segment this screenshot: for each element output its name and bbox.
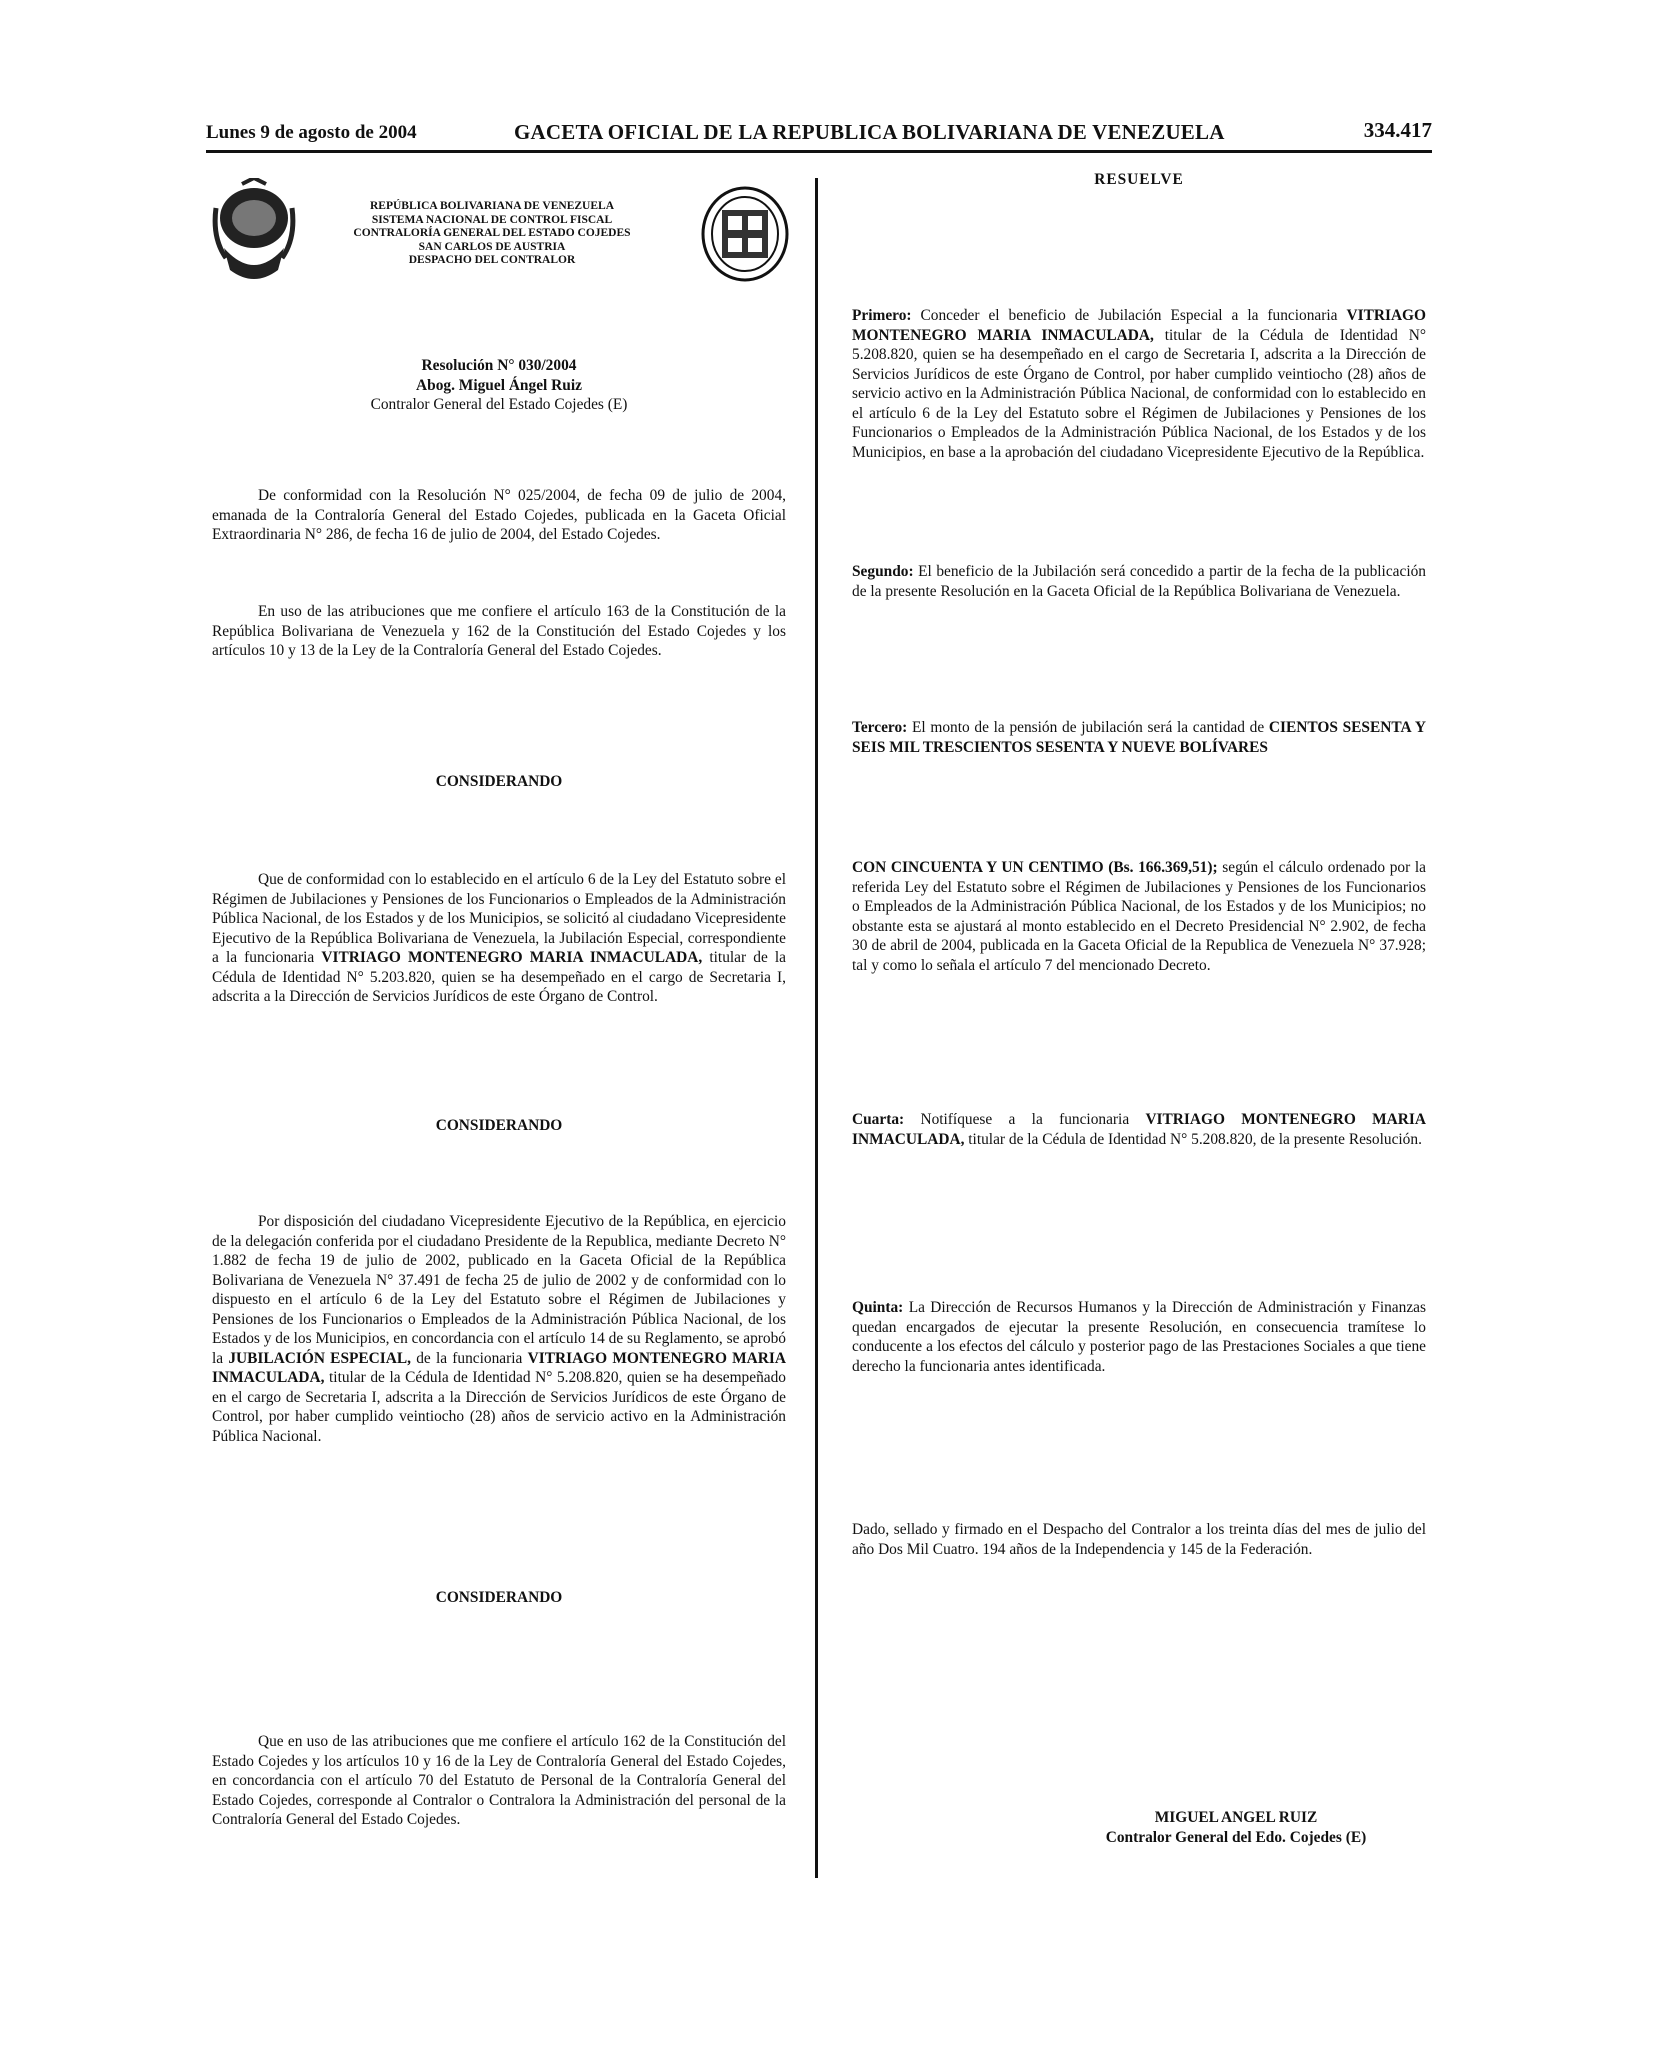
- coat-of-arms-icon: [212, 178, 296, 290]
- considerando-paragraph: Por disposición del ciudadano Vicepresidente Ejecutivo de la República, en ejercicio de la delegación conferida por el ciudadano Presidente de la Republica, mediante Decreto N° 1.882 de fecha 19 de julio de 2002, publicado en la Gaceta Oficial de la República Bolivariana de Venezuela N° 37.491 de fecha 25 de julio de 2002 y de conformidad con lo dispuesto en el artículo 6 de la Ley del Estatuto sobre el Régimen de Jubilaciones y Pensiones de los Funcionarios o Empleados de la Administración Pública Nacional, de los Estados y de los Municipios, en concordancia con el artículo 14 de su Reglamento, se aprobó la JUBILACIÓN ESPECIAL, de la funcionaria VITRIAGO MONTENEGRO MARIA INMACULADA, titular de la Cédula de Identidad N° 5.208.820, quien se ha desempeñado en el cargo de Secretaria I, adscrita a la Dirección de Servicios Jurídicos de este Órgano de Control, por haber cumplido veintiocho (28) años de servicio activo en la Administración Pública Nacional.: [212, 1213, 787, 1445]
- resolution-number: Resolución N° 030/2004: [421, 357, 577, 374]
- article-cuarta: Cuarta: Notifíquese a la funcionaria VITRIAGO MONTENEGRO MARIA INMACULADA, titular de la Cédula de Identidad N° 5.208.820, de la presente Resolución.: [852, 1111, 1426, 1148]
- article-segundo: Segundo: El beneficio de la Jubilación será concedido a partir de la fecha de la publicación de la presente Resolución en la Gaceta Oficial de la República Bolivariana de Venezuela.: [852, 563, 1426, 600]
- letterhead-text: [312, 200, 672, 268]
- authority-paragraph: En uso de las atribuciones que me confiere el artículo 163 de la Constitución de la República Bolivariana de Venezuela y 162 de la Constitución del Estado Cojedes y los artículos 10 y 13 de la Ley de la Contraloría General del Estado Cojedes.: [212, 603, 786, 659]
- resuelve-heading: RESUELVE: [1094, 171, 1184, 188]
- considerando-heading: CONSIDERANDO: [435, 1117, 563, 1134]
- letterhead-line: SISTEMA NACIONAL DE CONTROL FISCAL: [371, 213, 613, 226]
- letterhead-line: DESPACHO DEL CONTRALOR: [408, 254, 576, 266]
- letterhead: [212, 178, 792, 298]
- issue-date: Lunes 9 de agosto de 2004: [206, 122, 417, 143]
- article-primero: Primero: Conceder el beneficio de Jubilación Especial a la funcionaria VITRIAGO MONTENEGRO MARIA INMACULADA, titular de la Cédula de Identidad N° 5.208.820, quien se ha desempeñado en el cargo de Secretaria I, adscrita a la Dirección de Servicios Jurídicos de este Órgano de Control, por haber cumplido veintiocho (28) años de servicio activo en la Administración Pública Nacional, de conformidad con lo establecido en el artículo 6 de la Ley del Estatuto sobre el Régimen de Jubilaciones y Pensiones de los Funcionarios o Empleados de la Administración Pública Nacional, de los Estados y de los Municipios, en base a la aprobación del ciudadano Vicepresidente Ejecutivo de la República.: [852, 307, 1427, 461]
- signatory-name: MIGUEL ANGEL RUIZ: [1154, 1809, 1318, 1826]
- considerando-heading: CONSIDERANDO: [435, 1589, 563, 1606]
- article-label: Cuarta:: [852, 1111, 905, 1128]
- considerando-paragraph: Que de conformidad con lo establecido en el artículo 6 de la Ley del Estatuto sobre el Régimen de Jubilaciones y Pensiones de los Funcionarios o Empleados de la Administración Pública Nacional, de los Estados y de los Municipios, se solicitó al ciudadano Vicepresidente Ejecutivo de la República Bolivariana de Venezuela, la Jubilación Especial, correspondiente a la funcionaria VITRIAGO MONTENEGRO MARIA INMACULADA, titular de la Cédula de Identidad N° 5.203.820, quien se ha desempeñado en el cargo de Secretaria I, adscrita a la Dirección de Servicios Jurídicos de este Órgano de Control.: [212, 871, 786, 1005]
- signature-block: [1040, 1808, 1432, 1848]
- article-label: Segundo:: [852, 563, 914, 580]
- article-tercero: Tercero: El monto de la pensión de jubilación será la cantidad de CIENTOS SESENTA Y SEIS MIL TRESCIENTOS SESENTA Y NUEVE BOLÍVARES: [852, 719, 1426, 756]
- employee-name: VITRIAGO MONTENEGRO MARIA INMACULADA,: [852, 307, 1426, 344]
- article-quinta: Quinta: La Dirección de Recursos Humanos y la Dirección de Administración y Finanzas quedan encargados de ejecutar la presente Resolución, en consecuencia tramítese lo conducente a los efectos del cálculo y posterior pago de las Prestaciones Sociales a que tiene derecho la funcionaria antes identificada.: [852, 1299, 1426, 1375]
- article-label: Primero:: [852, 307, 912, 324]
- page-header: [206, 118, 1432, 152]
- page-number: 334.417: [1363, 118, 1432, 142]
- employee-name: VITRIAGO MONTENEGRO MARIA INMACULADA,: [212, 1349, 786, 1386]
- article-label: Quinta:: [852, 1299, 904, 1316]
- official-name: Abog. Miguel Ángel Ruiz: [416, 376, 582, 394]
- official-title: Contralor General del Estado Cojedes (E): [370, 396, 628, 413]
- letterhead-line: SAN CARLOS DE AUSTRIA: [418, 240, 566, 253]
- header-rule: [206, 150, 1432, 153]
- gazette-title: GACETA OFICIAL DE LA REPUBLICA BOLIVARIANA DE VENEZUELA: [514, 120, 1225, 144]
- pension-amount: CIENTOS SESENTA Y SEIS MIL TRESCIENTOS SESENTA Y NUEVE BOLÍVARES: [852, 719, 1426, 756]
- closing-paragraph: Dado, sellado y firmado en el Despacho del Contralor a los treinta días del mes de julio del año Dos Mil Cuatro. 194 años de la Independencia y 145 de la Federación.: [852, 1521, 1426, 1558]
- employee-name: VITRIAGO MONTENEGRO MARIA INMACULADA,: [852, 1111, 1426, 1148]
- signatory-title: Contralor General del Edo. Cojedes (E): [1105, 1829, 1367, 1846]
- article-label: Tercero:: [852, 719, 908, 736]
- resolution-heading: [212, 356, 786, 415]
- considerando-heading: CONSIDERANDO: [435, 773, 563, 790]
- pension-amount: CON CINCUENTA Y UN CENTIMO (Bs. 166.369,51);: [852, 859, 1218, 876]
- column-divider: [815, 178, 818, 1878]
- letterhead-line: REPÚBLICA BOLIVARIANA DE VENEZUELA: [369, 200, 614, 212]
- letterhead-line: CONTRALORÍA GENERAL DEL ESTADO COJEDES: [353, 227, 631, 239]
- comptroller-seal-icon: [700, 184, 790, 284]
- intro-paragraph: De conformidad con la Resolución N° 025/2004, de fecha 09 de julio de 2004, emanada de la Contraloría General del Estado Cojedes, publicada en la Gaceta Oficial Extraordinaria N° 286, de fecha 16 de julio de 2004, del Estado Cojedes.: [212, 487, 786, 543]
- employee-name: VITRIAGO MONTENEGRO MARIA INMACULADA,: [321, 949, 703, 966]
- article-tercero-continuation: CON CINCUENTA Y UN CENTIMO (Bs. 166.369,51); según el cálculo ordenado por la referida Ley del Estatuto sobre el Régimen de Jubilaciones y Pensiones de los Funcionarios o Empleados de la Administración Pública Nacional, de los Estados y de los Municipios; no obstante esta se ajustará al monto establecido en el Decreto Presidencial N° 2.902, de fecha 30 de abril de 2004, publicada en la Gaceta Oficial de la Republica de Venezuela N° 37.928; tal y como lo señala el artículo 7 del mencionado Decreto.: [852, 859, 1426, 974]
- considerando-paragraph: Que en uso de las atribuciones que me confiere el artículo 162 de la Constitución del Estado Cojedes y los artículos 10 y 16 de la Ley de Contraloría General del Estado Cojedes, en concordancia con el artículo 70 del Estatuto de Personal de la Contraloría General del Estado Cojedes, corresponde al Contralor o Contralora la Administración del personal de la Contraloría General del Estado Cojedes.: [212, 1733, 786, 1828]
